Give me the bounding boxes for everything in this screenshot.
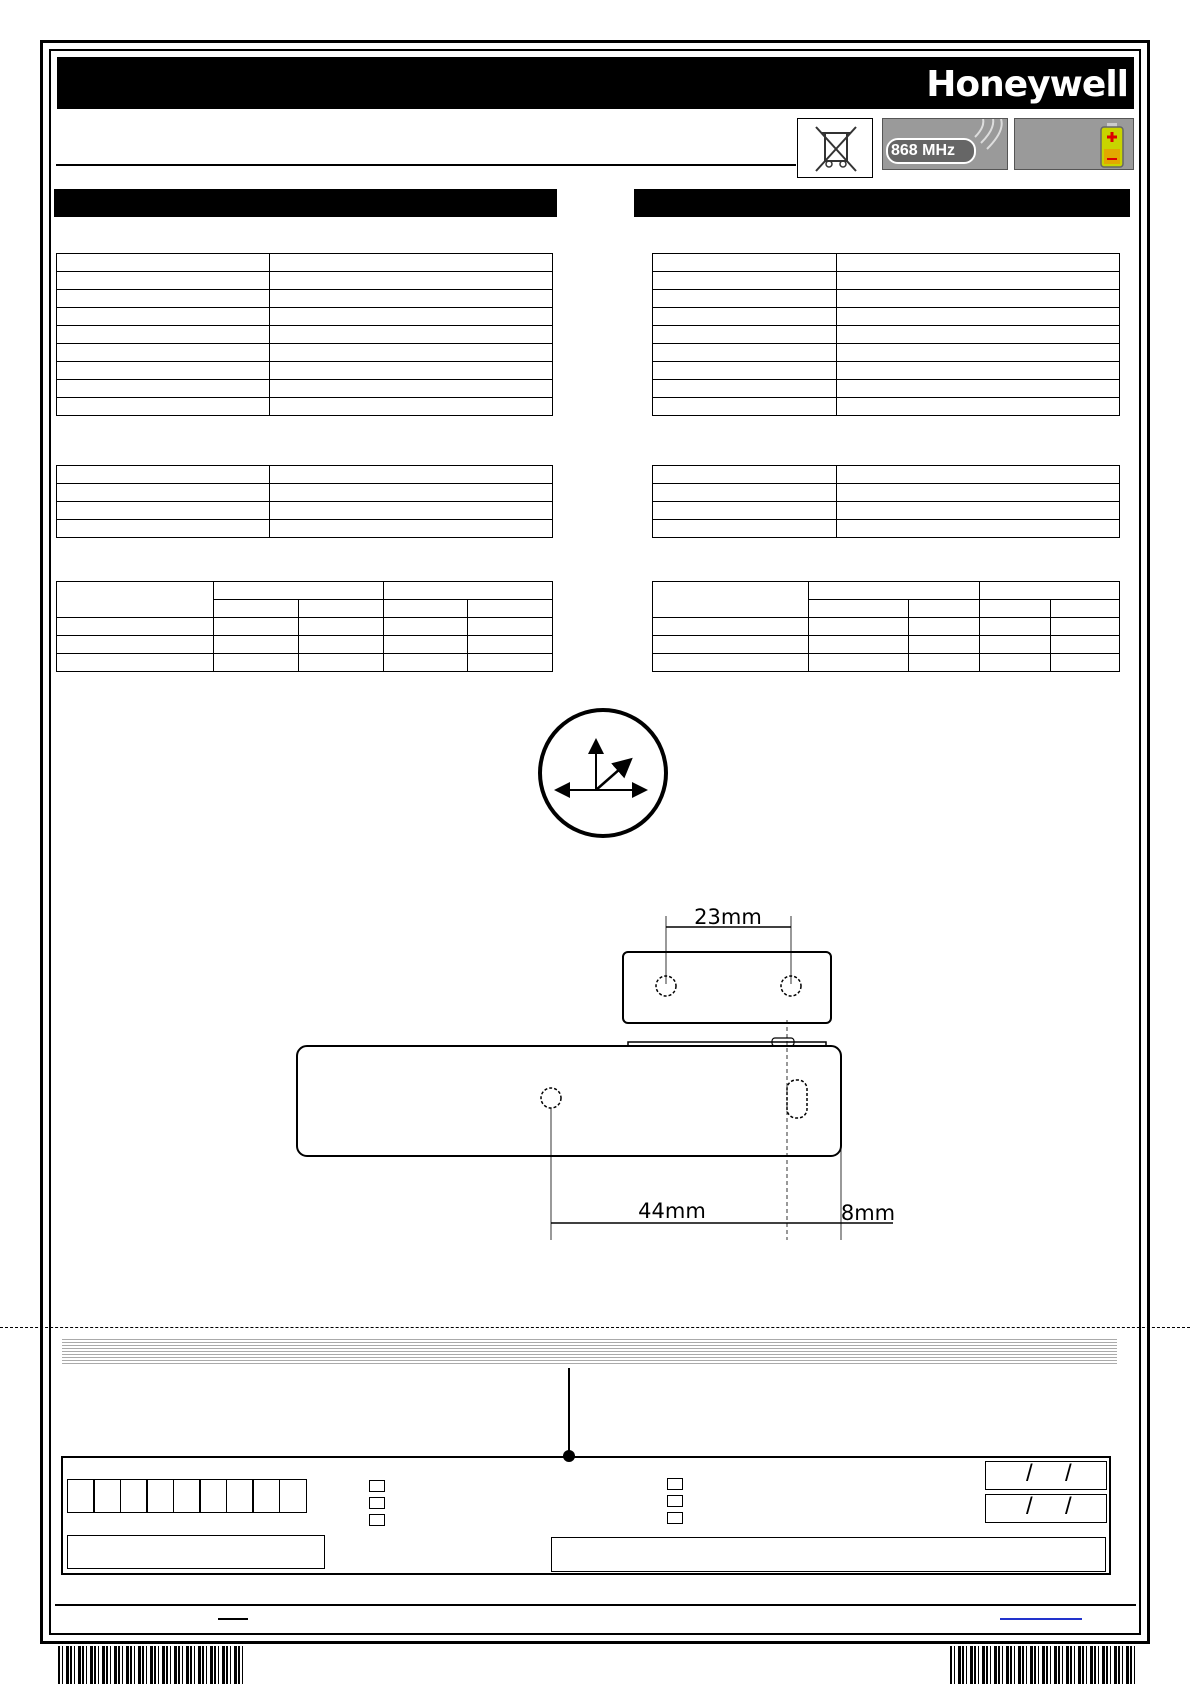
date-field-2[interactable] [985,1494,1107,1523]
footer-short-line [218,1618,248,1620]
right-text-field[interactable] [551,1537,1106,1572]
transmitter-body [297,1046,841,1156]
serial-number-cells[interactable] [68,1479,328,1513]
top-spacing-label: 23mm [694,905,762,929]
orientation-axes-icon [536,706,670,840]
footer-link-underline[interactable] [1000,1618,1082,1620]
left-range-table [56,581,553,672]
frequency-badge [882,118,1008,170]
left-info-table [56,465,553,538]
checkbox-right-2[interactable] [667,1495,683,1507]
cut-line [0,1327,1190,1328]
hatched-band [62,1339,1117,1365]
date-separator: / [1026,1460,1033,1487]
checkbox-left-2[interactable] [369,1497,385,1509]
right-spec-table [652,253,1120,416]
battery-badge [1014,118,1134,170]
barcode-left [58,1646,244,1684]
right-range-table [652,581,1120,672]
brand-logo: Honeywell [926,64,1128,105]
date-separator: / [1026,1493,1033,1520]
right-section-bar [634,189,1130,217]
right-info-table [652,465,1120,538]
left-section-bar [54,189,557,217]
magnet-body [623,952,831,1023]
barcode-right [950,1646,1136,1684]
connector-line [568,1368,570,1456]
mounting-diagram [290,900,910,1245]
left-spec-table [56,253,553,416]
date-field-1[interactable] [985,1461,1107,1490]
checkbox-right-1[interactable] [667,1478,683,1490]
checkbox-left-1[interactable] [369,1480,385,1492]
transmitter-slot [787,1080,807,1118]
frequency-label: 868 MHz [891,142,956,159]
edge-offset-label: 8mm [840,1201,896,1225]
battery-icon [1095,121,1131,169]
date-separator: / [1065,1493,1072,1520]
weee-crossed-bin-icon [798,119,874,179]
left-text-field[interactable] [67,1535,325,1569]
title-underline [56,164,796,166]
date-separator: / [1065,1460,1072,1487]
bottom-spacing-label: 44mm [638,1199,706,1223]
weee-badge [797,118,873,178]
checkbox-left-3[interactable] [369,1514,385,1526]
transmitter-hole [541,1088,561,1108]
footer-rule [55,1604,1136,1606]
checkbox-right-3[interactable] [667,1512,683,1524]
